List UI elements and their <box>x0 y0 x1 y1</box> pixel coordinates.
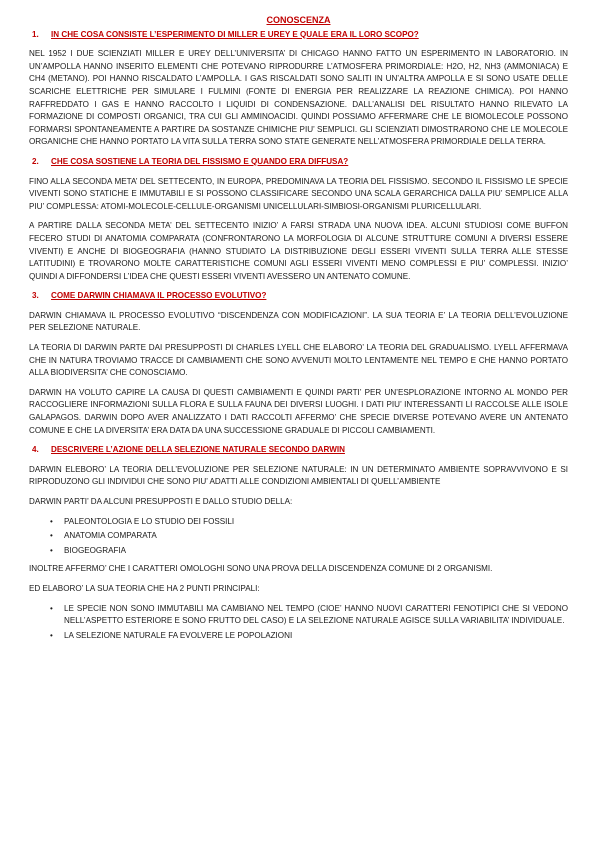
question-3-answer-paragraph-1: DARWIN CHIAMAVA IL PROCESSO EVOLUTIVO “DISCENDENZA CON MODIFICAZIONI”. LA SUA TEORIA E’ LA TEORIA DELL’EVOLUZIONE PER SELEZIONE NATURALE. <box>29 310 568 333</box>
list-item: • LA SELEZIONE NATURALE FA EVOLVERE LE POPOLAZIONI <box>50 630 568 643</box>
list-item: • LE SPECIE NON SONO IMMUTABILI MA CAMBIANO NEL TEMPO (CIOE’ HANNO NUOVI CARATTERI FENOTIPICI CHE SI VEDONO NELL’ASPETTO ESTERIORE E SONO FRUTTO DEL CASO) E LA SELEZIONE NATURALE AGISCE SULLA VARIABILITA’ INDIVIDUALE. <box>50 603 568 626</box>
question-4-answer-paragraph-1: DARWIN ELEBORO’ LA TEORIA DELL’EVOLUZIONE PER SELEZIONE NATURALE: IN UN DETERMINATO AMBIENTE SOPRAVVIVONO E SI RIPRODUZONO GLI INDIVIDUI CHE SONO PIU’ ADATTI ALLE CONDIZIONI AMBIENTALI DI QUELL’AMBIENTE <box>29 464 568 487</box>
bullet-icon: • <box>50 516 53 526</box>
bullet-icon: • <box>50 603 53 613</box>
question-2-answer-paragraph-2: A PARTIRE DALLA SECONDA META’ DEL SETTECENTO INIZIO’ A FARSI STRADA UNA NUOVA IDEA. ALCUNI STUDIOSI COME BUFFON FECERO STUDI DI ANATOMIA COMPARATA (CONFRONTARONO LA MORFOLOGIA DI ALCUNE STRUTTURE COMUNI A DIVERSI ESSERE VIVENTI) E ANCHE DI BIOGEOGRAFIA (HANNO STUDIATO LA DISTRIBUZIONE DEGLI ESSERI VIVENTI SULLA TERRA ALLE STESSE LATITUDINI) E TROVARONO MOLTE CARATTERISTICHE COMUNI AGLI ESSERI VIVENTI MENO COMPLESSI E PIU’ COMPLESSI. INIZIO’ QUINDI A DIFFONDERSI L’IDEA CHE QUESTI ESSERI VIVENTI AVESSERO UN ANTENATO COMUNE. <box>29 221 568 281</box>
question-1-heading <box>29 29 568 42</box>
question-2-answer-paragraph-1: FINO ALLA SECONDA META’ DEL SETTECENTO, IN EUROPA, PREDOMINAVA LA TEORIA DEL FISSISMO. SECONDO IL FISSISMO LE SPECIE VIVENTI SONO STATICHE E IMMUTABILI E SI POSSONO CLASSIFICARE SECONDO UNA SCALA GERARCHICA DALLA PIU’ SEMPLICE ALLA PIU’ COMPLESSA: ATOMI-MOLECOLE-CELLULE-ORGANISMI UNICELLULARI-SIMBIOSI-ORGANISMI PLURICELLULARI. <box>29 176 568 211</box>
question-3-text: COME DARWIN CHIAMAVA IL PROCESSO EVOLUTIVO? <box>51 291 267 301</box>
question-4-answer-paragraph-4: ED ELABORO’ LA SUA TEORIA CHE HA 2 PUNTI PRINCIPALI: <box>29 583 260 593</box>
question-1-text: IN CHE COSA CONSISTE L’ESPERIMENTO DI MILLER E UREY E QUALE ERA IL LORO SCOPO? <box>51 29 419 39</box>
presupposti-list <box>29 516 568 558</box>
question-3-number: 3. <box>32 291 39 301</box>
question-4-text: DESCRIVERE L’AZIONE DELLA SELEZIONE NATURALE SECONDO DARWIN <box>51 445 345 455</box>
list-item: • PALEONTOLOGIA E LO STUDIO DEI FOSSILI <box>50 516 568 529</box>
question-3-heading <box>29 290 568 303</box>
question-1-number: 1. <box>32 29 39 39</box>
page-title: CONOSCENZA <box>266 15 331 25</box>
question-2-heading <box>29 156 568 169</box>
question-1-answer: NEL 1952 I DUE SCIENZIATI MILLER E UREY DELL’UNIVERSITA’ DI CHICAGO HANNO FATTO UN ESPERIMENTO IN LABORATORIO. IN UN’AMPOLLA HANNO INSERITO ELEMENTI CHE POTEVANO RIPRODURRE L’ATMOSFERA PRIMORDIALE: H2O, H2, NH3 (AMMONIACA) E CH4 (METANO). POI HANNO RISCALDATO L’AMPOLLA. I GAS RISCALDATI SONO SALITI IN UN’ALTRA AMPOLLA E SI SONO USATE DELLE SCARICHE ELETTRICHE PER SIMULARE I FULMINI (FONTE DI ENERGIA PER REALIZZARE LA REAZIONE CHIMICA). POI HANNO RAFFREDDATO I GAS E HANNO RACCOLTO I LIQUIDI DI CONDENSAZIONE. DALL’ANALISI DEL RISULTATO HANNO RILEVATO LA FORMAZIONE DI COMPOSTI ORGANICI, TRA CUI GLI AMMINOACIDI. QUINDI POSSIAMO AFFERMARE CHE LE BIOMOLECOLE POSSONO FORMARSI SPONTANEAMENTE A PARTIRE DA SOSTANZE CHIMICHE PIU’ SEMPLICI. GLI SCIENZIATI DIMOSTRARONO CHE LE MOLECOLE ORGANICHE CHE HANNO PORTATO LA VITA SULLA TERRA SONO STATE GENERATE NELL’ATMOSFERA PRIMORDIALE DELLA TERRA. <box>29 49 568 147</box>
question-3-answer-paragraph-3: DARWIN HA VOLUTO CAPIRE LA CAUSA DI QUESTI CAMBIAMENTI E QUINDI PARTI’ PER UN’ESPLORAZIONE INTORNO AL MONDO PER RACCOGLIERE INFORMAZIONI SULLA FLORA E SULLA FAUNA DEI DIVERSI LUOGHI. I DATI PIU’ INTERESSANTI LI RACCOLSE ALLE ISOLE GALAPAGOS. DARWIN DOPO AVER ANALIZZATO I DATI RACCOLTI AFFERMO’ CHE SPECIE DIVERSE POTEVANO AVERE UN ANTENATO COMUNE E CHE LA DIVERSITA’ ERA DATA DA UNA SUCCESSIONE GRADUALE DI PICCOLI CAMBIAMENTI. <box>29 387 568 435</box>
question-2-number: 2. <box>32 156 39 166</box>
question-4-answer-paragraph-3: INOLTRE AFFERMO’ CHE I CARATTERI OMOLOGHI SONO UNA PROVA DELLA DISCENDENZA COMUNE DI 2 ORGANISMI. <box>29 564 493 574</box>
question-2-text: CHE COSA SOSTIENE LA TEORIA DEL FISSISMO E QUANDO ERA DIFFUSA? <box>51 156 349 166</box>
bullet-icon: • <box>50 630 53 640</box>
question-4-heading <box>29 444 568 457</box>
list-item: • ANATOMIA COMPARATA <box>50 530 568 543</box>
bullet-icon: • <box>50 545 53 555</box>
bullet-icon: • <box>50 531 53 541</box>
question-4-answer-paragraph-2: DARWIN PARTI’ DA ALCUNI PRESUPPOSTI E DALLO STUDIO DELLA: <box>29 497 293 506</box>
main-points-list <box>29 603 568 643</box>
question-3-answer-paragraph-2: LA TEORIA DI DARWIN PARTE DAI PRESUPPOSTI DI CHARLES LYELL CHE ELABORO’ LA TEORIA DEL GRADUALISMO. LYELL AFFERMAVA CHE IN NATURA TROVIAMO TRACCE DI CAMBIAMENTI CHE SONO AVVENUTI MOLTO LENTAMENTE NEL TEMPO E CHE HANNO PORTATO ALLA BIODIVERSITA’ CHE CONOSCIAMO. <box>29 343 568 378</box>
question-4-number: 4. <box>32 445 39 455</box>
list-item: • BIOGEOGRAFIA <box>50 545 568 558</box>
